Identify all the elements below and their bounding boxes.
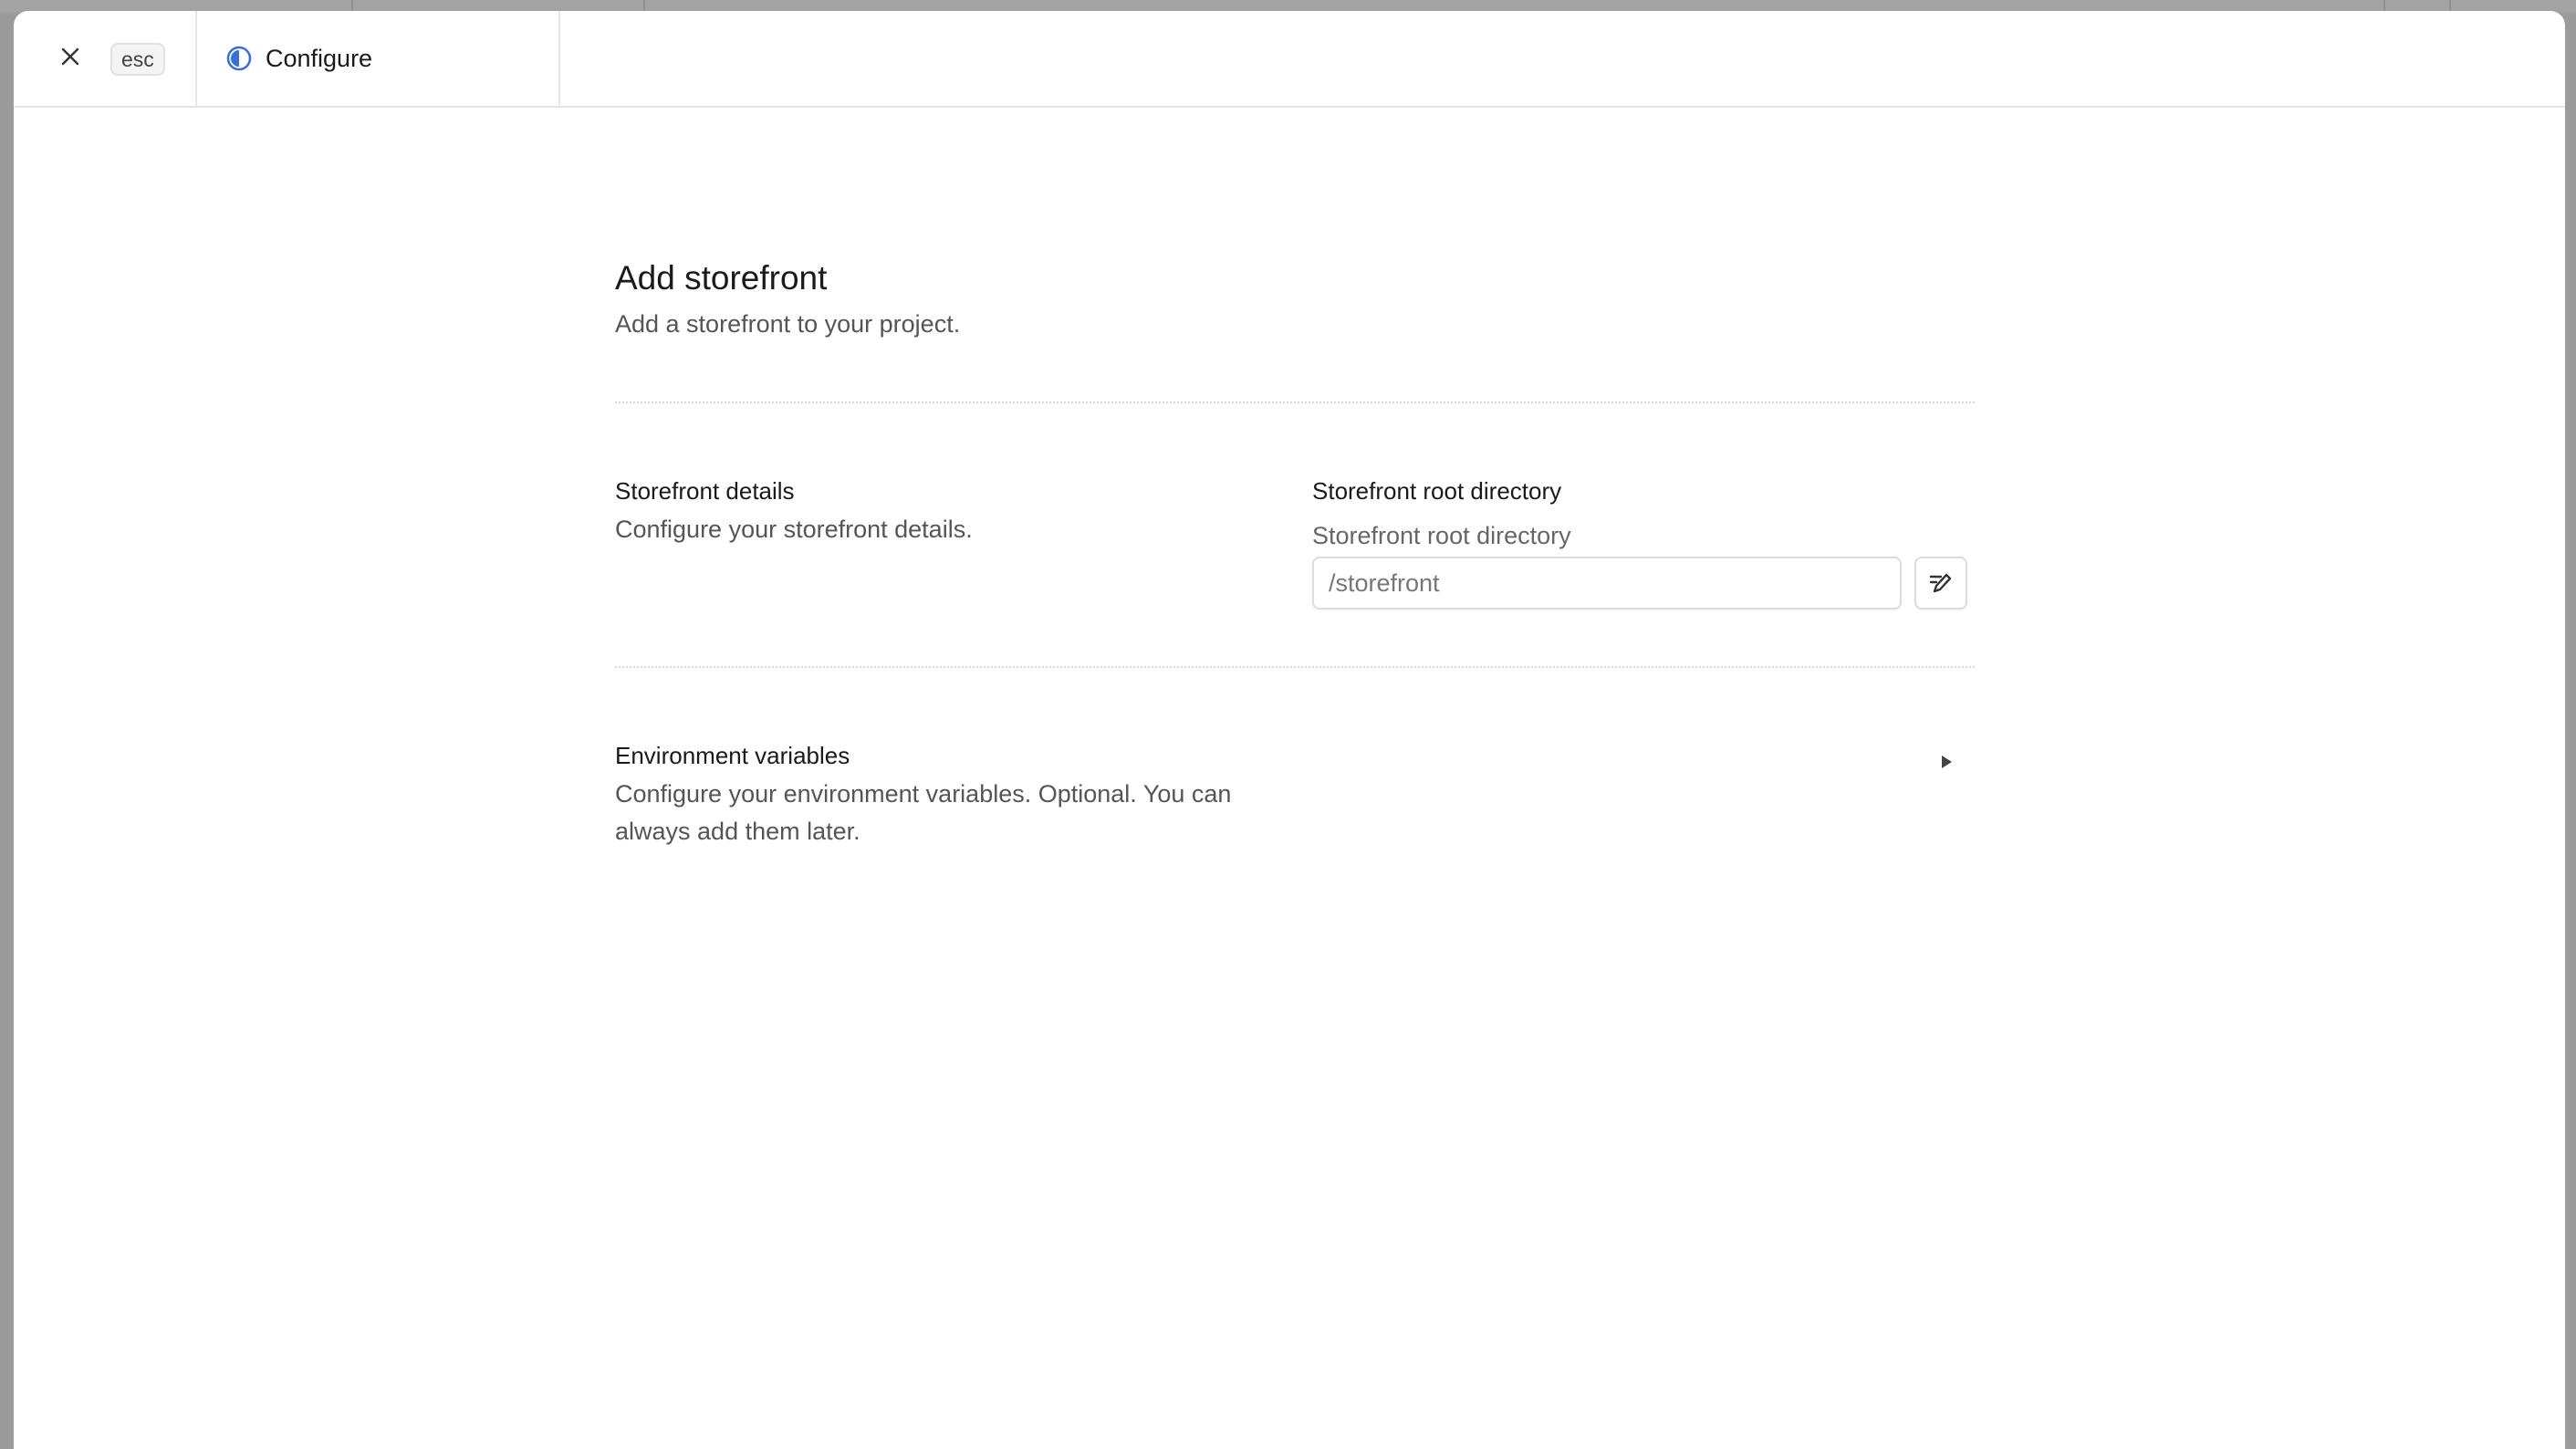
half-circle-icon xyxy=(225,45,253,72)
section-divider xyxy=(615,666,1975,668)
close-icon xyxy=(60,47,80,67)
storefront-root-title: Storefront root directory xyxy=(1312,477,1562,505)
tab-configure-label: Configure xyxy=(266,44,373,72)
environment-variables-expand-toggle[interactable] xyxy=(1933,748,1960,776)
section-divider xyxy=(615,401,1975,403)
storefront-root-label: Storefront root directory xyxy=(1312,522,1571,549)
configure-modal xyxy=(14,11,2565,1449)
storefront-details-description: Configure your storefront details. xyxy=(615,516,973,543)
environment-variables-title: Environment variables xyxy=(615,742,850,769)
esc-shortcut-badge: esc xyxy=(110,43,165,76)
edit-root-directory-button[interactable] xyxy=(1914,557,1967,610)
edit-pen-icon xyxy=(1927,569,1955,597)
storefront-root-input[interactable] xyxy=(1312,557,1902,610)
page-subtitle: Add a storefront to your project. xyxy=(615,310,961,338)
page-title: Add storefront xyxy=(615,259,828,297)
environment-variables-description: Configure your environment variables. Optional. You can always add them later. xyxy=(615,780,1232,845)
caret-right-icon xyxy=(1939,754,1954,770)
modal-topbar xyxy=(14,11,2565,108)
topbar-divider xyxy=(558,11,560,106)
tab-configure[interactable] xyxy=(225,38,372,78)
close-button[interactable] xyxy=(52,38,89,75)
topbar-divider xyxy=(195,11,197,106)
storefront-details-title: Storefront details xyxy=(615,477,795,505)
